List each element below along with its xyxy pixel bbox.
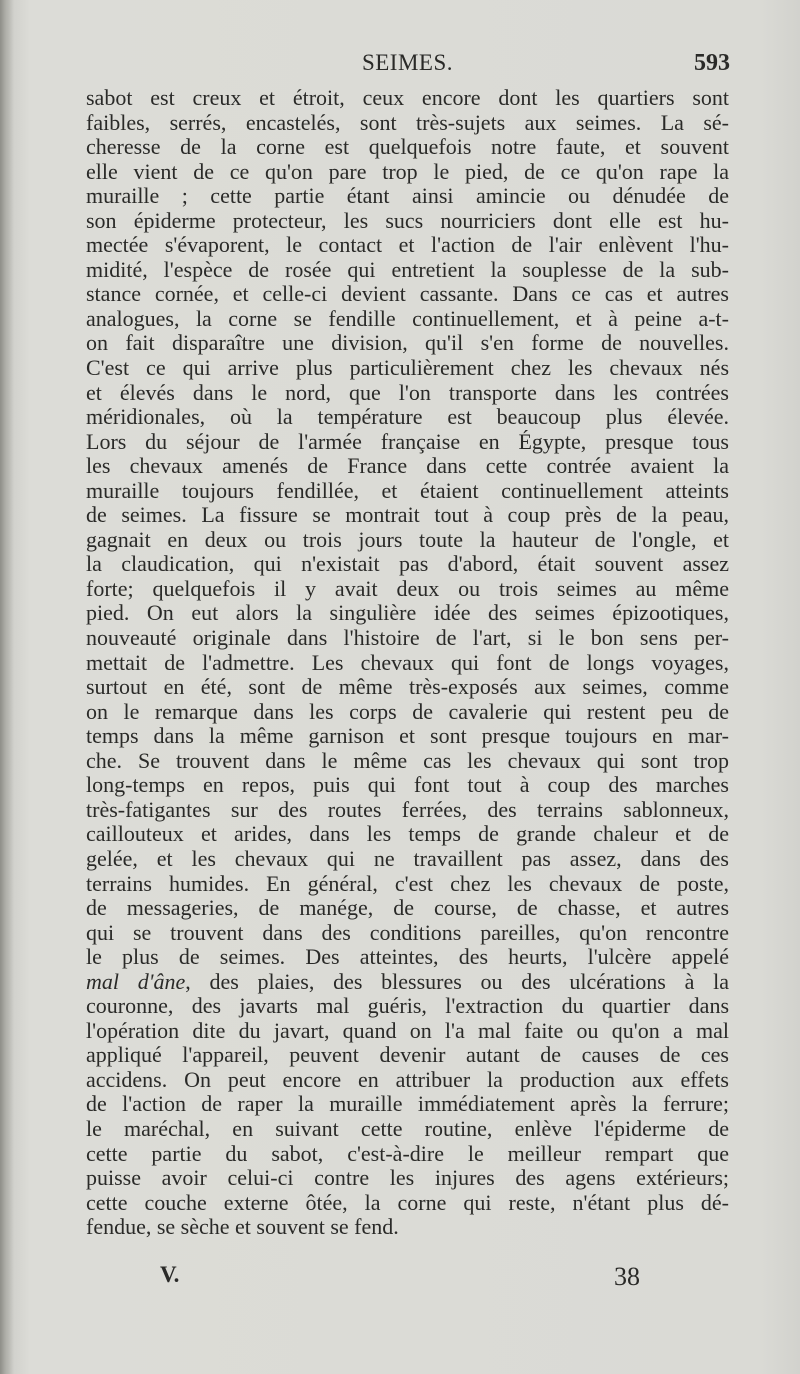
page-number: 593 bbox=[694, 50, 730, 76]
text-line: de seimes. La fissure se montrait tout à coup près de la peau, bbox=[86, 503, 729, 528]
text-line: cette partie du sabot, c'est-à-dire le meilleur rempart que bbox=[86, 1141, 729, 1166]
text-line: appliqué l'appareil, peuvent devenir autant de causes de ces bbox=[86, 1043, 729, 1068]
text-line: on le remarque dans les corps de cavalerie qui restent peu de bbox=[86, 699, 729, 724]
text-line: et élevés dans le nord, que l'on transporte dans les contrées bbox=[86, 380, 729, 405]
page-footer bbox=[160, 1262, 640, 1296]
text-line: elle vient de ce qu'on pare trop le pied, de ce qu'on rape la bbox=[86, 159, 729, 184]
text-line: gelée, et les chevaux qui ne travaillent pas assez, dans des bbox=[86, 846, 729, 871]
sheet-number: 38 bbox=[614, 1262, 640, 1291]
text-line: faibles, serrés, encastelés, sont très-sujets aux seimes. La sé- bbox=[86, 110, 729, 135]
text-line: pied. On eut alors la singulière idée des seimes épizootiques, bbox=[86, 601, 729, 626]
text-line: gagnait en deux ou trois jours toute la hauteur de l'ongle, et bbox=[86, 527, 729, 552]
text-line: long-temps en repos, puis qui font tout à coup des marches bbox=[86, 773, 729, 798]
text-line: accidens. On peut encore en attribuer la production aux effets bbox=[86, 1067, 729, 1092]
text-line: puisse avoir celui-ci contre les injures des agens extérieurs; bbox=[86, 1166, 729, 1191]
text-line: muraille ; cette partie étant ainsi amincie ou dénudée de bbox=[86, 184, 729, 209]
text-line: l'opération dite du javart, quand on l'a mal faite ou qu'on a mal bbox=[86, 1018, 729, 1043]
text-line: che. Se trouvent dans le même cas les chevaux qui sont trop bbox=[86, 748, 729, 773]
text-line: terrains humides. En général, c'est chez les chevaux de poste, bbox=[86, 871, 729, 896]
text-line: les chevaux amenés de France dans cette contrée avaient la bbox=[86, 454, 729, 479]
text-line: mal d'âne, des plaies, des blessures ou des ulcérations à la bbox=[86, 969, 729, 994]
text-line: sabot est creux et étroit, ceux encore dont les quartiers sont bbox=[86, 86, 729, 110]
text-line: midité, l'espèce de rosée qui entretient la souplesse de la sub- bbox=[86, 257, 729, 282]
text-line: la claudication, qui n'existait pas d'abord, était souvent assez bbox=[86, 552, 729, 577]
text-line: muraille toujours fendillée, et étaient continuellement atteints bbox=[86, 478, 729, 503]
text-line: méridionales, où la température est beaucoup plus élevée. bbox=[86, 405, 729, 430]
binding-gutter bbox=[0, 0, 14, 1374]
text-line: C'est ce qui arrive plus particulièrement chez les chevaux nés bbox=[86, 356, 729, 381]
text-line: couronne, des javarts mal guéris, l'extraction du quartier dans bbox=[86, 994, 729, 1019]
text-line: mettait de l'admettre. Les chevaux qui font de longs voyages, bbox=[86, 650, 729, 675]
text-line: temps dans la même garnison et sont presque toujours en mar- bbox=[86, 724, 729, 749]
body-text bbox=[86, 86, 729, 1240]
text-line: stance cornée, et celle-ci devient cassante. Dans ce cas et autres bbox=[86, 282, 729, 307]
text-line: de l'action de raper la muraille immédiatement après la ferrure; bbox=[86, 1092, 729, 1117]
text-line: de messageries, de manége, de course, de chasse, et autres bbox=[86, 896, 729, 921]
text-line: cheresse de la corne est quelquefois notre faute, et souvent bbox=[86, 135, 729, 160]
text-line: le plus de seimes. Des atteintes, des heurts, l'ulcère appelé bbox=[86, 945, 729, 970]
text-line: nouveauté originale dans l'histoire de l'art, si le bon sens per- bbox=[86, 626, 729, 651]
text-line: cette couche externe ôtée, la corne qui reste, n'étant plus dé- bbox=[86, 1190, 729, 1215]
text-line: surtout en été, sont de même très-exposés aux seimes, comme bbox=[86, 675, 729, 700]
italic-term: mal d'âne bbox=[86, 969, 186, 994]
text-line: on fait disparaître une division, qu'il s'en forme de nouvelles. bbox=[86, 331, 729, 356]
text-line: fendue, se sèche et souvent se fend. bbox=[86, 1215, 399, 1240]
text-line: le maréchal, en suivant cette routine, enlève l'épiderme de bbox=[86, 1116, 729, 1141]
page-header bbox=[85, 50, 730, 82]
text-line: analogues, la corne se fendille continuellement, et à peine a-t- bbox=[86, 306, 729, 331]
text-line: qui se trouvent dans des conditions pareilles, qu'on rencontre bbox=[86, 920, 729, 945]
text-line: forte; quelquefois il y avait deux ou trois seimes au même bbox=[86, 576, 729, 601]
signature-mark: V. bbox=[160, 1262, 180, 1287]
text-line: très-fatigantes sur des routes ferrées, des terrains sablonneux, bbox=[86, 797, 729, 822]
text-line: caillouteux et arides, dans les temps de grande chaleur et de bbox=[86, 822, 729, 847]
text-line: mectée s'évaporent, le contact et l'action de l'air enlèvent l'hu- bbox=[86, 233, 729, 258]
text-line: son épiderme protecteur, les sucs nourriciers dont elle est hu- bbox=[86, 208, 729, 233]
text-line: Lors du séjour de l'armée française en Égypte, presque tous bbox=[86, 429, 729, 454]
running-title: SEIMES. bbox=[361, 50, 454, 75]
